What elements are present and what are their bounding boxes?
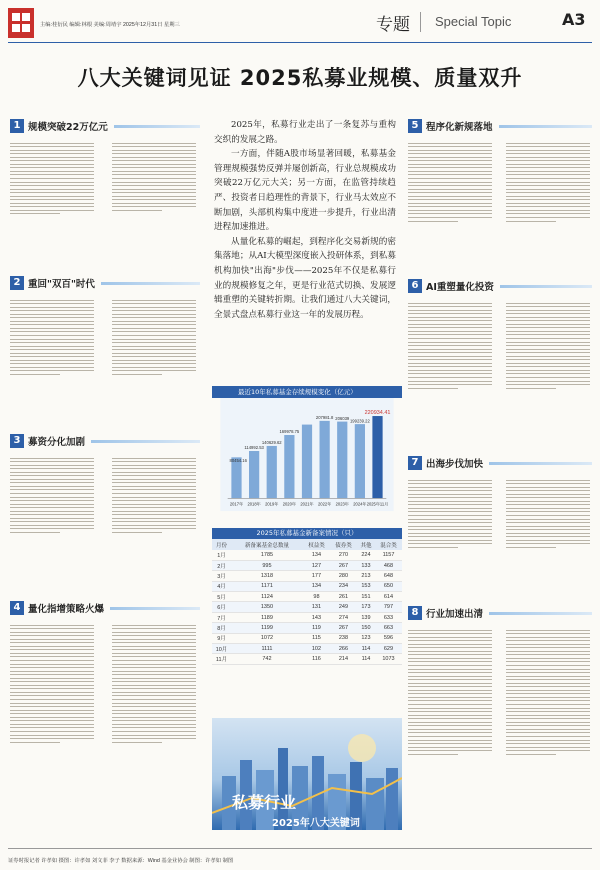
chart-data-label: 207981.8	[315, 415, 334, 421]
table-cell: 7月	[212, 612, 231, 622]
section-bar	[110, 607, 200, 610]
masthead-rule	[8, 42, 592, 43]
table-cell: 650	[375, 581, 402, 591]
table-cell: 1189	[231, 612, 303, 622]
lead-article	[214, 118, 396, 322]
table-header-cell: 权益类	[303, 539, 330, 550]
section-title: 规模突破22万亿元	[28, 122, 108, 133]
section-title: 量化指增策略火爆	[28, 604, 105, 615]
table-cell: 1073	[375, 654, 402, 664]
table-cell: 214	[330, 654, 357, 664]
table-cell: 9月	[212, 633, 231, 643]
table-cell: 742	[231, 654, 303, 664]
section-1-col-b	[112, 140, 196, 258]
chart-tick-label: 2018年	[247, 501, 261, 507]
table-row	[212, 654, 402, 664]
topic-divider	[420, 12, 421, 32]
table-title: 2025年私募基金新备案情况（只）	[212, 528, 402, 539]
table-cell: 614	[375, 592, 402, 602]
table-cell: 139	[357, 612, 375, 622]
table-cell: 629	[375, 644, 402, 654]
chart-tick-label: 2021年	[300, 501, 314, 507]
lead-paragraph: 一方面，伴随A股市场显著回暖，私募基金管理规模强势反弹并屡创新高，行业总规模成功突破22万亿元大关；另一方面，在监管持续趋严、投资者日趋理性的背景下，行业马太效应不断加剧，头部机构集中度进一步提升，行业出清进程加速推进。	[214, 149, 396, 233]
table-row	[212, 612, 402, 622]
section-6-header	[408, 278, 592, 294]
section-4-col-b	[112, 622, 196, 812]
section-bar	[499, 125, 592, 128]
table-cell: 274	[330, 612, 357, 622]
section-2-col-b	[112, 297, 196, 425]
section-7-col-a	[408, 477, 492, 592]
table-row	[212, 581, 402, 591]
chart-data-label: 140629.62	[261, 440, 282, 446]
footer-credits: 证券时报记者 许孝如 摄图：许孝如 刘文菲 李子 数据来源：Wind 基金业协会 制图：许孝如 制图	[8, 858, 234, 864]
table-cell: 143	[303, 612, 330, 622]
section-5-col-b	[506, 140, 590, 268]
lead-paragraph: 从量化私募的崛起，到程序化交易新规的密集落地；从AI大模型深度嵌入投研体系，到私募机构加快"出海"步伐——2025年不仅是私募行业的规模修复之年，更是行业范式切换、发展逻辑重塑的关键转折期。让我们通过八大关键词，全景式盘点私募行业这一年的发展历程。	[214, 236, 396, 320]
table-cell: 153	[357, 581, 375, 591]
section-bar	[91, 440, 200, 443]
table-cell: 234	[330, 581, 357, 591]
banner-title: 私募行业	[232, 793, 297, 812]
table-row	[212, 560, 402, 570]
table-header-cell: 债券类	[330, 539, 357, 550]
table-cell: 1318	[231, 571, 303, 581]
table-cell: 224	[357, 550, 375, 560]
section-title: 重回"双百"时代	[28, 279, 95, 290]
table-cell: 102	[303, 644, 330, 654]
chart-bar	[267, 446, 277, 498]
newspaper-logo-icon	[8, 8, 34, 38]
table-cell: 1124	[231, 592, 303, 602]
section-number: 4	[10, 601, 24, 615]
chart-data-label: 114992.53	[244, 445, 264, 451]
section-4-col-a	[10, 622, 94, 812]
chart-data-label: 220934.41	[364, 410, 391, 417]
chart-bar	[302, 425, 312, 499]
table-row	[212, 571, 402, 581]
table-cell: 270	[330, 550, 357, 560]
section-bar	[114, 125, 200, 128]
table-cell: 114	[357, 654, 375, 664]
table-cell: 1月	[212, 550, 231, 560]
table-cell: 116	[303, 654, 330, 664]
table-header-cell: 月份	[212, 539, 231, 550]
section-2-header	[10, 275, 200, 291]
table-cell: 114	[357, 644, 375, 654]
table-cell: 663	[375, 623, 402, 633]
section-7-col-b	[506, 477, 590, 592]
section-8-header	[408, 605, 592, 621]
chart-title: 最近10年私募基金存续规模变化（亿元）	[212, 386, 402, 398]
chart-tick-label: 2022年	[318, 501, 332, 507]
section-8-col-a	[408, 627, 492, 832]
section-1-col-a	[10, 140, 94, 258]
table-cell: 119	[303, 623, 330, 633]
table-cell: 123	[357, 633, 375, 643]
chart-data-label: 80454.16	[229, 457, 247, 463]
section-number: 7	[408, 456, 422, 470]
section-title: 程序化新规落地	[426, 122, 493, 133]
table-cell: 648	[375, 571, 402, 581]
section-5-header	[408, 118, 592, 134]
section-6-col-b	[506, 300, 590, 440]
table-cell: 213	[357, 571, 375, 581]
chart-data-label: 169978.75	[279, 429, 300, 435]
table-cell: 8月	[212, 623, 231, 633]
section-title: 出海步伐加快	[426, 459, 484, 470]
chart-tick-label: 2020年	[282, 501, 296, 507]
section-4-header	[10, 600, 200, 616]
table-cell: 267	[330, 623, 357, 633]
chart-bar	[337, 422, 347, 499]
section-title: 行业加速出清	[426, 609, 484, 620]
headline: 八大关键词见证 2025私募业规模、质量双升	[77, 66, 523, 90]
section-bar	[489, 612, 592, 615]
table-cell: 3月	[212, 571, 231, 581]
table-cell: 151	[357, 592, 375, 602]
section-1-header	[10, 118, 200, 134]
table-cell: 1171	[231, 581, 303, 591]
section-3-col-a	[10, 455, 94, 580]
section-number: 5	[408, 119, 422, 133]
table-row	[212, 644, 402, 654]
section-7-header	[408, 455, 592, 471]
page-number: A3	[562, 10, 586, 29]
table-cell: 633	[375, 612, 402, 622]
chart-bar	[372, 416, 382, 498]
section-bar	[489, 462, 592, 465]
table-cell: 133	[357, 560, 375, 570]
table-cell: 1199	[231, 623, 303, 633]
section-bar	[101, 282, 200, 285]
table-cell: 995	[231, 560, 303, 570]
credits: 主编:桂衍民 编辑:林根 美编:周靖宇 2025年12月31日 星期三	[40, 22, 180, 28]
chart-tick-label: 2025年11月	[366, 501, 389, 507]
table-cell: 266	[330, 644, 357, 654]
lead-paragraph: 2025年，私募行业走出了一条复苏与重构交织的发展之路。	[214, 120, 396, 145]
chart-data-label: 199239.22	[349, 418, 370, 424]
section-2-col-a	[10, 297, 94, 425]
table-row	[212, 592, 402, 602]
table-row	[212, 633, 402, 643]
scale-bar-chart	[212, 398, 402, 522]
table-cell: 4月	[212, 581, 231, 591]
table-header-cell: 新备案基金总数量	[231, 539, 303, 550]
table-cell: 1785	[231, 550, 303, 560]
section-number: 1	[10, 119, 24, 133]
section-3-col-b	[112, 455, 196, 580]
section-number: 8	[408, 606, 422, 620]
table-row	[212, 550, 402, 560]
table-cell: 127	[303, 560, 330, 570]
chart-bar	[231, 457, 241, 498]
section-3-header	[10, 433, 200, 449]
table-cell: 150	[357, 623, 375, 633]
filing-table	[212, 528, 402, 665]
table-cell: 5月	[212, 592, 231, 602]
chart-bar	[355, 424, 365, 498]
section-number: 6	[408, 279, 422, 293]
table-cell: 468	[375, 560, 402, 570]
table-cell: 596	[375, 633, 402, 643]
table-cell: 11月	[212, 654, 231, 664]
table-header-cell: 混合类	[375, 539, 402, 550]
table-header-cell: 其他	[357, 539, 375, 550]
masthead	[0, 0, 600, 44]
table-cell: 134	[303, 550, 330, 560]
chart-tick-label: 2017年	[229, 501, 244, 507]
table-cell: 280	[330, 571, 357, 581]
table-cell: 173	[357, 602, 375, 612]
table-cell: 131	[303, 602, 330, 612]
table-row	[212, 602, 402, 612]
section-bar	[500, 285, 592, 288]
banner-subtitle: 2025年八大关键词	[272, 818, 360, 829]
chart-bar	[249, 451, 259, 498]
table-cell: 6月	[212, 602, 231, 612]
table-cell: 98	[303, 592, 330, 602]
chart-tick-label: 2023年	[335, 501, 349, 507]
section-6-col-a	[408, 300, 492, 440]
table-cell: 1111	[231, 644, 303, 654]
section-number: 2	[10, 276, 24, 290]
table-cell: 797	[375, 602, 402, 612]
table-cell: 2月	[212, 560, 231, 570]
section-title: AI重塑量化投资	[426, 282, 494, 293]
chart-bar	[320, 421, 330, 498]
topic-label-en: Special Topic	[435, 14, 512, 29]
table-cell: 10月	[212, 644, 231, 654]
table-cell: 267	[330, 560, 357, 570]
section-title: 募资分化加剧	[28, 437, 86, 448]
section-5-col-a	[408, 140, 492, 268]
table-cell: 261	[330, 592, 357, 602]
section-8-col-b	[506, 627, 590, 832]
table-cell: 238	[330, 633, 357, 643]
table-cell: 177	[303, 571, 330, 581]
topic-label: 专题	[376, 15, 410, 35]
chart-data-label: 206039	[335, 415, 350, 421]
table-cell: 1350	[231, 602, 303, 612]
table-cell: 1072	[231, 633, 303, 643]
chart-tick-label: 2024年	[353, 501, 367, 507]
table-row	[212, 623, 402, 633]
table-cell: 1157	[375, 550, 402, 560]
table-cell: 134	[303, 581, 330, 591]
chart-tick-label: 2019年	[265, 501, 279, 507]
table-cell: 249	[330, 602, 357, 612]
footer-rule	[8, 848, 592, 849]
table-cell: 115	[303, 633, 330, 643]
chart-bar	[284, 435, 294, 498]
section-number: 3	[10, 434, 24, 448]
